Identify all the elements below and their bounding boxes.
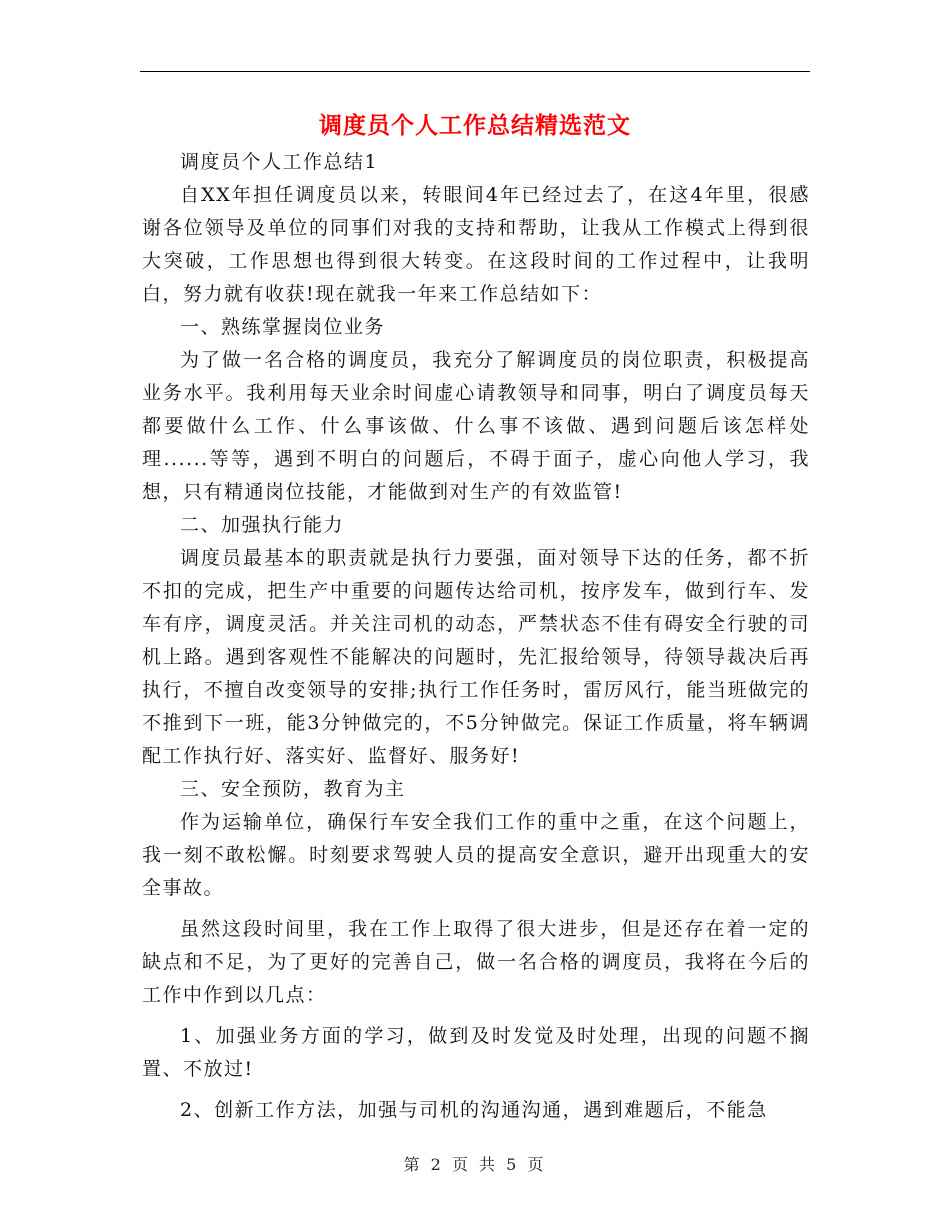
section-heading: 三、安全预防，教育为主 [180, 778, 406, 800]
paragraph: 为了做一名合格的调度员，我充分了解调度员的岗位职责，积极提高业务水平。我利用每天业余时间虚心请教领导和同事，明白了调度员每天都要做什么工作、什么事该做、什么事不该做、遇到问题后该怎样处理......等等，遇到不明白的问题后，不碍于面子，虚心向他人学习，我想，只有精通岗位技能，才能做到对生产的有效监管! [142, 349, 810, 503]
list-item: 1、加强业务方面的学习，做到及时发觉及时处理，出现的问题不搁置、不放过! [142, 1025, 810, 1080]
paragraph: 调度员最基本的职责就是执行力要强，面对领导下达的任务，都不折不扣的完成，把生产中重要的问题传达给司机，按序发车，做到行车、发车有序，调度灵活。并关注司机的动态，严禁状态不佳有碍安全行驶的司机上路。遇到客观性不能解决的问题时，先汇报给领导，待领导裁决后再执行，不擅自改变领导的安排;执行工作任务时，雷厉风行，能当班做完的不推到下一班，能3分钟做完的，不5分钟做完。保证工作质量，将车辆调配工作执行好、落实好、监督好、服务好! [142, 547, 810, 767]
paragraph: 虽然这段时间里，我在工作上取得了很大进步，但是还存在着一定的缺点和不足，为了更好的完善自己，做一名合格的调度员，我将在今后的工作中作到以几点： [142, 918, 810, 1006]
paragraph: 自XX年担任调度员以来，转眼间4年已经过去了，在这4年里，很感谢各位领导及单位的同事们对我的支持和帮助，让我从工作模式上得到很大突破，工作思想也得到很大转变。在这段时间的工作过程中，让我明白，努力就有收获!现在就我一年来工作总结如下： [142, 184, 810, 305]
document-body [142, 146, 810, 1127]
paragraph: 作为运输单位，确保行车安全我们工作的重中之重，在这个问题上，我一刻不敢松懈。时刻要求驾驶人员的提高安全意识，避开出现重大的安全事故。 [142, 811, 810, 899]
section-heading: 二、加强执行能力 [180, 514, 345, 536]
list-item: 2、创新工作方法，加强与司机的沟通沟通，遇到难题后，不能急 [180, 1099, 768, 1121]
document-title: 调度员个人工作总结精选范文 [319, 113, 631, 139]
header-rule [140, 71, 810, 72]
page-footer: 第 2 页 共 5 页 [403, 1155, 547, 1174]
section-heading: 调度员个人工作总结1 [180, 151, 379, 173]
section-heading: 一、熟练掌握岗位业务 [180, 316, 386, 338]
